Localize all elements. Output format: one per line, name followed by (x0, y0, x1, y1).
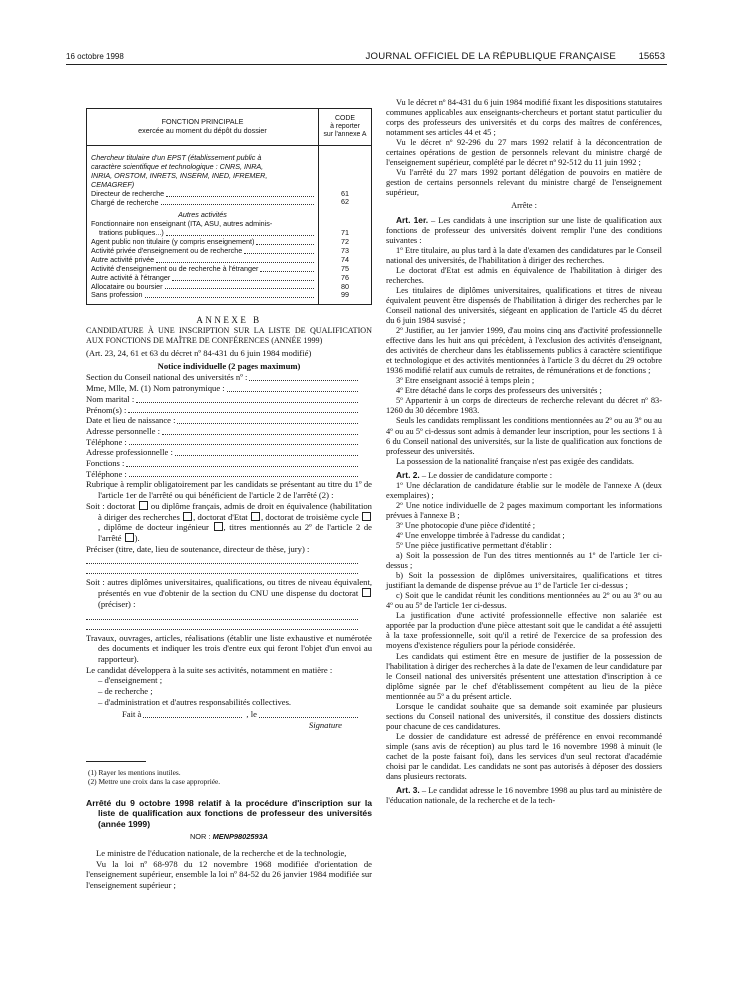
table-row-label: Allocataire ou boursier (91, 281, 163, 291)
sub-item-c: c) Soit que le candidat réunit les conditions mentionnées au 2º ou au 3º ou au 4º ou au 5º de l'article 1er ci-dessus. (386, 591, 662, 611)
notice-title: Notice individuelle (2 pages maximum) (157, 360, 301, 371)
form-field[interactable] (86, 458, 372, 469)
header-date: 16 octobre 1998 (66, 52, 124, 61)
table-row (91, 199, 314, 208)
table-code: 62 (341, 197, 349, 207)
table-row-label: Sans profession (91, 290, 143, 300)
titres-checkbox[interactable] (125, 533, 134, 542)
signature-label: Signature (308, 720, 342, 731)
paragraph: Vu l'arrêté du 27 mars 1992 portant délégation de pouvoirs en matière de gestion de certains personnels relevant du ministre chargé de l'enseignement supérieur, (386, 168, 662, 198)
soit-text: , diplôme de docteur ingénieur (98, 522, 209, 533)
article-text: – Les candidats à une inscription sur une liste de qualification aux fonctions de professeur des universités doivent remplir l'une des conditions suivantes : (386, 215, 662, 245)
sub-item-a: a) Soit la possession de l'un des titres mentionnés au 1º de l'article 1er ci-dessus ; (386, 551, 662, 571)
paragraph: La possession de la nationalité française n'est pas exigée des candidats. (396, 456, 635, 466)
blank-line[interactable] (86, 564, 358, 574)
paragraph: Le ministre de l'éducation nationale, de la recherche et de la technologie, (96, 848, 347, 859)
paragraph: Vu le décret nº 84-431 du 6 juin 1984 modifié fixant les dispositions statutaires communes applicables aux enseignants-chercheurs et portant statut particulier du corps des professeurs des universités et du corps des maîtres de conférences, notamment ses articles 44 et 45 ; (386, 98, 662, 138)
field-label: Fonctions : (86, 458, 125, 469)
fait-a-line[interactable] (86, 709, 372, 720)
soit-text: ). (134, 532, 140, 543)
preciser-text: Préciser (titre, date, lieu de soutenance, directeur de thèse, jury) : (86, 543, 310, 554)
field-label: Nom marital : (86, 393, 135, 404)
table-intro (91, 154, 314, 190)
paragraph: Lorsque le candidat souhaite que sa demande soit examinée par plusieurs sections du Conseil national des universités, il constitue des dossiers distincts pour chacune de ces candidatures. (386, 701, 662, 731)
table-intro-line: CEMAGREF) (91, 179, 135, 189)
table-row-label: Chargé de recherche (91, 197, 159, 207)
header-page-number: 15653 (638, 51, 665, 62)
paragraph: Le doctorat d'Etat est admis en équivalence de l'habilitation à diriger des recherches. (386, 265, 662, 285)
le-label: , le (246, 709, 257, 720)
table-code: 71 (341, 228, 349, 238)
table-row-label: Directeur de recherche (91, 188, 165, 198)
table-intro-line: Chercheur titulaire d'un EPST (établissement public à (91, 153, 262, 162)
table-code: 73 (341, 245, 349, 255)
nor-line (86, 832, 372, 843)
article-2 (386, 470, 662, 481)
function-code-table (86, 108, 372, 305)
table-row (91, 291, 314, 300)
table-row-label: Activité d'enseignement ou de recherche à l'étranger (91, 263, 259, 273)
paragraph: 1º Etre titulaire, au plus tard à la date d'examen des candidatures par le Conseil national des universités, de l'habilitation à diriger des recherches. (386, 245, 662, 265)
table-col1-heading: FONCTION PRINCIPALE (161, 117, 244, 127)
soit-text: (préciser) : (98, 598, 136, 609)
docteur-ingenieur-checkbox[interactable] (214, 522, 223, 531)
table-row-label: Agent public non titulaire (y compris enseignement) (91, 237, 255, 247)
table-intro-line: caractère scientifique et technologique : CNRS, INRA, (91, 161, 264, 171)
table-code: 80 (341, 281, 349, 291)
form-field[interactable] (86, 372, 372, 383)
form-field[interactable] (86, 415, 372, 426)
field-label: Téléphone : (86, 436, 127, 447)
annexe-reference: (Art. 23, 24, 61 et 63 du décret nº 84-431 du 6 juin 1984 modifié) (86, 348, 312, 359)
left-column (86, 98, 372, 891)
form-field[interactable] (86, 405, 372, 416)
developpera-text: Le candidat développera à la suite ses activités, notamment en matière : (86, 664, 333, 675)
doctorat-checkbox[interactable] (139, 501, 148, 510)
field-label: Adresse professionnelle : (86, 447, 173, 458)
paragraph: Vu le décret nº 92-296 du 27 mars 1992 relatif à la déconcentration de certaines opérations de gestion de personnels relevant du ministre chargé de l'enseignement supérieur, complété par le décret nº 92-512 du 11 juin 1992 ; (386, 138, 662, 168)
nor-code: MENP9802593A (212, 832, 269, 842)
paragraph: 4º Etre détaché dans le corps des professeurs des universités ; (396, 386, 602, 396)
table-row-label: Autre activité privée (91, 254, 155, 264)
list-item: 4º Une enveloppe timbrée à l'adresse du candidat ; (396, 530, 565, 540)
field-label: Mme, Mlle, M. (1) Nom patronymique : (86, 383, 225, 394)
dispense-checkbox[interactable] (362, 588, 371, 597)
doctorat-etat-checkbox[interactable] (251, 512, 260, 521)
footnote: (2) Mettre une croix dans la case appropriée. (88, 776, 221, 786)
field-label: Date et lieu de naissance : (86, 415, 176, 426)
field-label: Téléphone : (86, 468, 127, 479)
table-row-label: trations publiques...) (99, 228, 164, 238)
soit-text: Soit : doctorat (86, 500, 136, 511)
soit-text: ou diplôme français, admis de droit en équivalence (habilitation à diriger des recherches (98, 500, 372, 522)
paragraph: 2º Justifier, au 1er janvier 1999, d'au moins cinq ans d'activité professionnelle effective dans les huit ans qui précèdent, à l'exclusion des activités d'enseignant, des activités de chercheur dans les établissements publics à caractère scientifique et technologique et des activités mentionnées à l'article 3 du décret du 29 octobre 1936 modifié relatif aux cumuls de retraites, de rémunérations et de fonctions ; (386, 326, 662, 376)
table-code-column (318, 146, 371, 304)
field-label: Adresse personnelle : (86, 425, 160, 436)
paragraph: 5º Appartenir à un corps de directeurs de recherche relevant du décret nº 83-1260 du 30 décembre 1983. (386, 396, 662, 416)
arrete-title: Arrêté du 9 octobre 1998 relatif à la procédure d'inscription sur la liste de qualification aux fonctions de professeur des universités (année 1999) (86, 797, 372, 829)
footnote: (1) Rayer les mentions inutiles. (88, 767, 181, 777)
blank-line[interactable] (86, 620, 358, 630)
table-intro-line: INRIA, ORSTOM, INRETS, INSERM, INED, IFREMER, (91, 170, 268, 180)
table-col2-heading: CODE (335, 115, 355, 123)
form-field[interactable] (86, 469, 372, 480)
list-item: – d'administration et d'autres responsabilités collectives. (98, 696, 292, 707)
table-col2-subheading: sur l'annexe A (323, 130, 367, 138)
list-item: – d'enseignement ; (98, 675, 163, 686)
table-row-label: Activité privée d'enseignement ou de recherche (91, 245, 243, 255)
paragraph: La justification d'une activité professionnelle effective non salariée est apportée par la production d'une pièce attestant soit que le candidat a été assujetti à la taxe professionnelle, soit qu'il a retiré de l'exercice de sa profession des moyens d'existence réguliers pour la période considérée. (386, 611, 662, 651)
table-col2-subheading: à reporter (330, 123, 360, 131)
table-row-label: Autre activité à l'étranger (91, 272, 171, 282)
travaux-text: Travaux, ouvrages, articles, réalisations (établir une liste exhaustive et numérotée des documents et indiquer les trois d'entre eux qui feront l'objet d'un envoi au rapporteur). (86, 632, 372, 664)
blank-line[interactable] (86, 610, 358, 620)
page-header (66, 51, 665, 63)
article-label: Art. 3. (396, 785, 420, 796)
article-text: – Le dossier de candidature comporte : (419, 470, 553, 480)
matieres-list (86, 675, 372, 707)
soit-text: , doctorat de troisième cycle (260, 511, 359, 522)
list-item: 3º Une photocopie d'une pièce d'identité ; (396, 520, 536, 530)
table-code: 72 (341, 237, 349, 247)
soit-autres-diplomes (86, 577, 372, 609)
footnote-rule (86, 761, 146, 762)
list-item: 1º Une déclaration de candidature établie sur le modèle de l'annexe A (deux exemplaires) ; (386, 480, 662, 500)
annexe-subtitle: CANDIDATURE À UNE INSCRIPTION SUR LA LISTE DE QUALIFICATION AUX FONCTIONS DE MAÎTRE DE CONFÉRENCES (ANNÉE 1999) (86, 326, 372, 346)
soit-text: Soit : autres diplômes universitaires, qualifications, ou titres de niveau équivalent, présentés en vue d'obtenir de la section du CNU une dispense du doctorat (86, 577, 372, 599)
paragraph: Vu la loi nº 68-978 du 12 novembre 1968 modifiée d'orientation de l'enseignement supérieur, ensemble la loi nº 84-52 du 26 janvier 1984 modifiée sur l'enseignement supérieur ; (86, 858, 372, 891)
paragraph: Les titulaires de diplômes universitaires, qualifications et titres de niveau équivalent peuvent être dispensés de l'habilitation à diriger des recherches par le Conseil national des universités, siégeant en application de l'article 45 du décret du 6 juin 1984 susvisé ; (386, 285, 662, 325)
soit-text: , titres mentionnés au 2º de l'article 2 de l'arrêté (98, 522, 372, 543)
form-field[interactable] (86, 437, 372, 448)
form-field[interactable] (86, 394, 372, 405)
soit-text: , doctorat d'Etat (193, 511, 248, 522)
article-label: Art. 2. (396, 469, 420, 480)
fait-a-label: Fait à (122, 709, 142, 720)
annexe-heading: ANNEXE B (196, 315, 262, 326)
sub-item-b: b) Soit la possession de diplômes universitaires, qualifications et titres justifiant la demande de dispense prévue au 1º de l'article 1er ci-dessus ; (386, 571, 662, 591)
rubrique-text: Rubrique à remplir obligatoirement par les candidats se présentant au titre du 1º de l'article 1er de l'arrêté ou qui bénéficient de l'article 2 de l'arrêté (2) : (86, 479, 372, 501)
header-rule (66, 64, 667, 65)
form-field[interactable] (86, 383, 372, 394)
form-field[interactable] (86, 426, 372, 437)
table-code: 99 (341, 290, 349, 300)
table-code: 61 (341, 188, 349, 198)
header-title: JOURNAL OFFICIEL DE LA RÉPUBLIQUE FRANÇAISE (365, 51, 616, 62)
table-code: 76 (341, 272, 349, 282)
list-item: 2º Une notice individuelle de 2 pages maximum comportant les informations prévues à l'annexe B ; (386, 500, 662, 520)
right-column (386, 98, 662, 806)
table-row-label-line1: Fonctionnaire non enseignant (ITA, ASU, autres adminis- (91, 219, 273, 229)
article-1 (386, 215, 662, 246)
field-label: Section du Conseil national des universités nº : (86, 372, 248, 383)
form-field[interactable] (86, 447, 372, 458)
habilitation-checkbox[interactable] (183, 512, 192, 521)
article-text: – Le candidat adresse le 16 novembre 1998 au plus tard au ministère de l'éducation nationale, de la recherche et de la tech- (386, 786, 662, 806)
list-item: – de recherche ; (98, 686, 153, 697)
troisieme-cycle-checkbox[interactable] (362, 512, 371, 521)
paragraph: Seuls les candidats remplissant les conditions mentionnées au 2º ou au 3º ou au 4º ou au 5º ci-dessus sont admis à demander leur inscription, pour les sections 1 à 6 du Conseil national des universités, sur la liste de qualification aux fonctions de professeur des universités. (386, 416, 662, 456)
article-3 (386, 785, 662, 806)
arrete-label: Arrête : (511, 201, 537, 211)
article-label: Art. 1er. (396, 214, 429, 225)
field-label: Prénom(s) : (86, 404, 127, 415)
table-header (87, 109, 371, 146)
table-section-label: Autres activités (178, 210, 227, 220)
list-item: 5º Une pièce justificative permettant d'établir : (396, 541, 552, 551)
nor-label: NOR : (189, 832, 211, 842)
soit-doctorat (86, 501, 372, 544)
table-code: 74 (341, 254, 349, 264)
paragraph: Les candidats qui estiment être en mesure de justifier de la possession de l'habilitation à diriger des recherches à la date de l'examen de leur candidature par le Conseil national des universités présentent une attestation d'inscription à ce diplôme signée par le chef d'établissement compétent au lieu de la pièce mentionnée au 5º a du présent article. (386, 651, 662, 701)
paragraph: 3º Etre enseignant associé à temps plein ; (396, 376, 535, 386)
table-code: 75 (341, 263, 349, 273)
paragraph: Le dossier de candidature est adressé de préférence en envoi recommandé simple (sans avis de réception) au plus tard le 16 novembre 1998 à minuit (le cachet de la poste faisant foi), dans les services d'un seul rectorat d'académie choisi par le candidat. Les candidats ne sont pas autorisés à déposer des dossiers dans plusieurs rectorats. (386, 731, 662, 782)
table-col1-subheading: exercée au moment du dépôt du dossier (138, 126, 267, 135)
blank-line[interactable] (86, 554, 358, 564)
